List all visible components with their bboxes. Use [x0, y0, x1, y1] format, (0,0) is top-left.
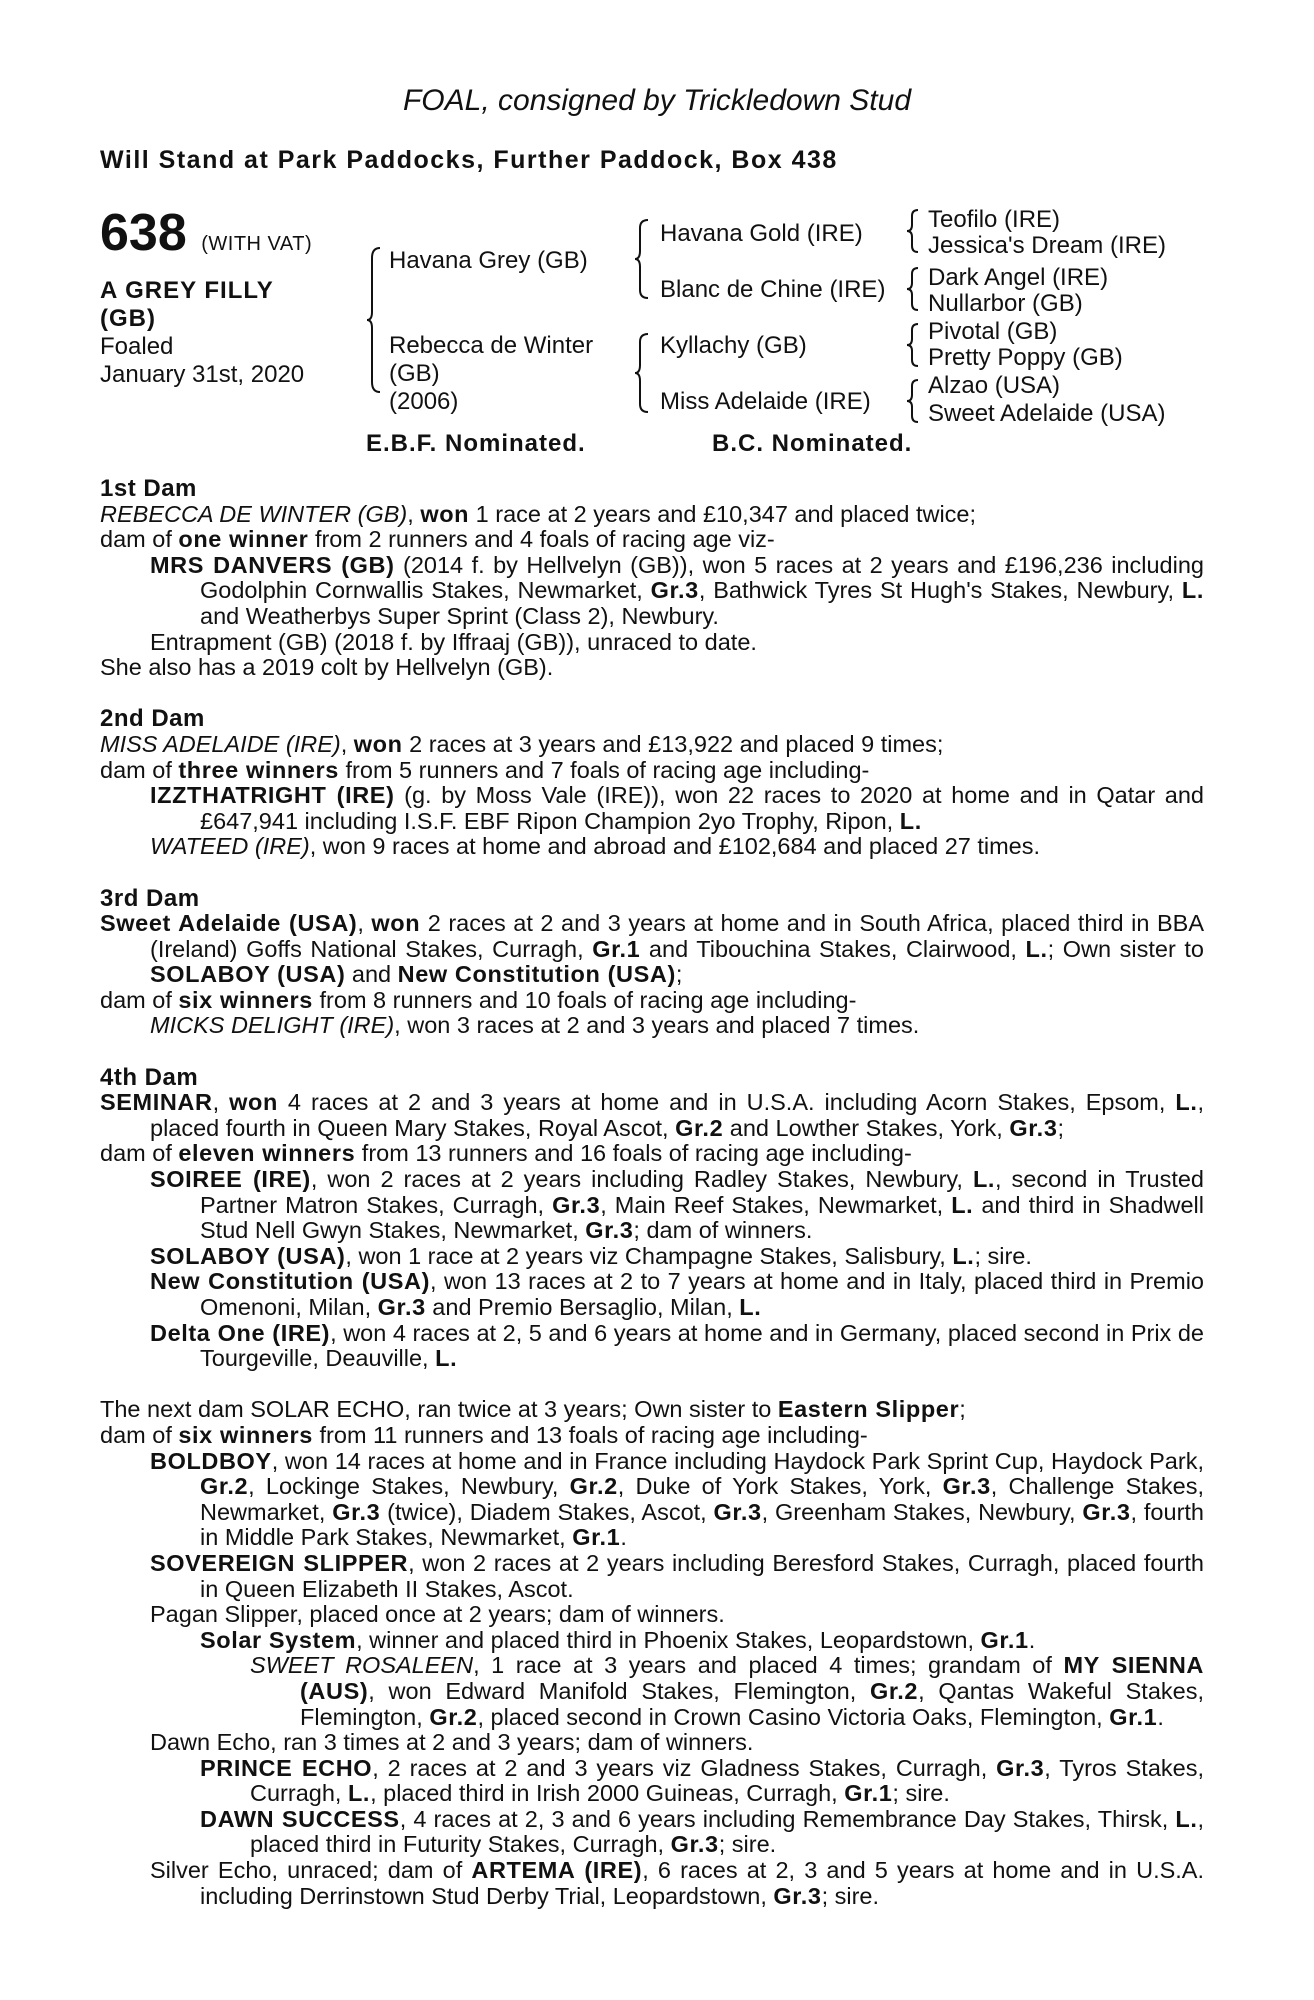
fourth-dam-line1: SEMINAR, won 4 races at 2 and 3 years at home and in U.S.A. including Acorn Stakes, Epsom, L., placed fourth in Queen Mary Stakes, Royal Ascot, Gr.2 and Lowther Stakes, York, Gr.3; [100, 1089, 1205, 1141]
progeny-entry: Pagan Slipper, placed once at 2 years; dam of winners. [150, 1601, 725, 1628]
consignor-heading: FOAL, consigned by Trickledown Stud [402, 84, 912, 117]
text: , won 9 races at home and abroad and £102,684 and placed 27 times. [309, 833, 1041, 860]
progeny-entry [100, 1551, 1204, 1602]
progeny-entry [100, 1167, 1204, 1244]
text: Silver Echo, unraced; dam of [150, 1857, 472, 1884]
sire-dam-brace [366, 246, 386, 394]
text: , won 13 races at 2 to 7 years at home and in Italy, placed third in Premio Omenoni, Milan, [200, 1268, 1204, 1320]
next-dam-line2 [100, 1423, 1204, 1449]
grade: Gr.1 [844, 1780, 893, 1807]
vat-note: (WITH VAT) [201, 233, 313, 255]
horse-name: SOLABOY (USA) [150, 961, 346, 988]
lot-number-line [100, 206, 340, 271]
horse-name: Solar System [200, 1626, 357, 1653]
text: dam of [100, 756, 179, 783]
winners-count: eleven winners [178, 1140, 356, 1167]
lot-info [100, 206, 340, 389]
text: , second in Trusted Partner Matron Stakes, Curragh, [200, 1166, 1205, 1218]
grade: Gr.3 [1082, 1498, 1131, 1525]
progeny-entry [100, 1269, 1204, 1320]
progeny-entry [100, 1756, 1204, 1807]
progeny-entry [100, 553, 1204, 630]
horse-name: ARTEMA (IRE) [471, 1857, 643, 1884]
horse-name: Eastern Slipper [777, 1396, 960, 1423]
grade: Gr.3 [377, 1294, 426, 1320]
pedigree-ddd: Sweet Adelaide (USA) [928, 400, 1166, 427]
progeny-entry [100, 1628, 1204, 1654]
text: , fourth in Middle Park Stakes, Newmarket, [200, 1498, 1204, 1551]
catalogue-body [100, 476, 1204, 1909]
text: . [1157, 1703, 1164, 1730]
text: and Lowther Stakes, York, [723, 1114, 1010, 1141]
text: 2 races at 3 years and £13,922 and placed 9 times; [402, 730, 944, 757]
winners-count: six winners [178, 986, 313, 1013]
text: , won 3 races at 2 and 3 years and placed 7 times. [394, 1012, 920, 1039]
text: from 2 runners and 4 foals of racing age viz- [308, 526, 775, 553]
horse-name: DAWN SUCCESS [200, 1805, 400, 1832]
text: . [1028, 1626, 1036, 1653]
text: ; [959, 1396, 966, 1423]
winners-count: six winners [178, 1421, 313, 1448]
text: , Bathwick Tyres St Hugh's Stakes, Newbury, [698, 577, 1182, 604]
listed: L. [1181, 577, 1204, 604]
text: , won 4 races at 2, 5 and 6 years at home and in Germany, placed second in Prix de Tourgeville, Deauville, [200, 1319, 1204, 1372]
progeny-entry [100, 1244, 1204, 1270]
ss-brace [906, 208, 922, 254]
listed: L. [347, 1780, 371, 1807]
text: 4 races at 2 and 3 years at home and in U.S.A. including Acorn Stakes, Epsom, [277, 1089, 1176, 1116]
progeny-note: She also has a 2019 colt by Hellvelyn (GB). [100, 654, 554, 681]
third-dam-line1: Sweet Adelaide (USA), won 2 races at 2 and 3 years at home and in South Africa, placed third in BBA (Ireland) Goffs National Stakes, Curragh, Gr.1 and Tibouchina Stakes, Clairwood, L.; Own sister to SOLABOY (USA) and New Constitution (USA); [100, 910, 1204, 988]
ds-brace [906, 322, 922, 368]
horse-name: BOLDBOY [150, 1447, 272, 1474]
text: , won 2 races at 2 years including Radley Stakes, Newbury, [310, 1166, 973, 1193]
text: ; sire. [718, 1831, 777, 1858]
progeny-entry [100, 1858, 1204, 1909]
fourth-dam-line2 [100, 1141, 1204, 1167]
progeny-entry [100, 1013, 1204, 1039]
fourth-dam-title: 4th Dam [100, 1063, 199, 1091]
horse-name: SOLABOY (USA) [150, 1242, 346, 1269]
foaled-label: Foaled [100, 333, 174, 360]
text: ; Own sister to [1047, 935, 1204, 962]
progeny-entry [100, 783, 1204, 834]
text: ; dam of winners. [633, 1217, 813, 1244]
won-label: won [229, 1089, 278, 1116]
text: . [620, 1524, 627, 1551]
winners-count: one winner [178, 526, 309, 553]
text: , Duke of York Stakes, York, [617, 1473, 943, 1500]
listed: L. [1175, 1805, 1198, 1832]
text: (2014 f. by Hellvelyn (GB)), won 5 races at 2 years and £196,236 including Godolphin Cornwallis Stakes, Newmarket, [200, 551, 1204, 604]
text: , Greenham Stakes, Newbury, [761, 1498, 1083, 1525]
text: , won 1 race at 2 years viz Champagne Stakes, Salisbury, [345, 1242, 953, 1269]
dam-name: REBECCA DE WINTER (GB) [100, 500, 408, 527]
pedigree-sd: Blanc de Chine (IRE) [660, 276, 886, 303]
text: dam of [100, 1140, 179, 1167]
listed: L. [435, 1345, 458, 1372]
text: ; sire. [892, 1780, 950, 1807]
dam-name: Sweet Adelaide (USA) [100, 910, 358, 937]
pedigree-dam-line3: (2006) [389, 388, 459, 415]
text: , Challenge Stakes, Newmarket, [200, 1473, 1204, 1525]
first-dam-line1: REBECCA DE WINTER (GB), won 1 race at 2 years and £10,347 and placed twice; [100, 500, 977, 527]
text: from 13 runners and 16 foals of racing age including- [355, 1140, 912, 1167]
second-dam-title: 2nd Dam [100, 705, 205, 733]
listed: L. [952, 1242, 975, 1269]
grade: Gr.2 [429, 1703, 478, 1730]
text: ; [1057, 1114, 1065, 1141]
grade: Gr.3 [942, 1473, 991, 1500]
text: 2 races at 2 and 3 years at home and in South Africa, placed third in BBA (Ireland) Goffs National Stakes, Curragh, [150, 910, 1204, 962]
text: , placed fourth in Queen Mary Stakes, Royal Ascot, [150, 1089, 1205, 1141]
ebf-nominated: E.B.F. Nominated. [366, 430, 586, 457]
text: dam of [100, 526, 179, 553]
pedigree-dam-line2: (GB) [389, 360, 440, 387]
text: , won 14 races at home and in France including Haydock Park Sprint Cup, Haydock Park, [271, 1447, 1204, 1474]
progeny-entry [100, 1653, 1204, 1730]
grade: Gr.2 [200, 1473, 249, 1500]
pedigree-sds: Dark Angel (IRE) [928, 264, 1109, 291]
sire-brace [634, 218, 654, 300]
first-dam-title: 1st Dam [100, 475, 197, 502]
listed: L. [1175, 1089, 1198, 1116]
text: and Tibouchina Stakes, Clairwood, [640, 935, 1026, 962]
second-dam-line2 [100, 758, 1204, 784]
text: and Weatherbys Super Sprint (Class 2), Newbury. [200, 602, 719, 629]
horse-name: SOVEREIGN SLIPPER [150, 1549, 409, 1576]
won-label: won [371, 910, 421, 937]
text: dam of [100, 1421, 179, 1448]
pedigree-dd: Miss Adelaide (IRE) [660, 388, 871, 415]
text: , Lockinge Stakes, Newbury, [248, 1473, 570, 1500]
text: from 11 runners and 13 foals of racing age including- [312, 1421, 868, 1448]
pedigree-sdd: Nullarbor (GB) [928, 290, 1083, 317]
grade: Gr.2 [675, 1114, 724, 1141]
text: , Main Reef Stakes, Newmarket, [600, 1191, 952, 1218]
text: , placed third in Futurity Stakes, Curragh, [250, 1805, 1204, 1858]
first-dam-line2 [100, 527, 1204, 553]
lot-sex-line1: A GREY FILLY [100, 277, 274, 304]
text: (twice), Diadem Stakes, Ascot, [380, 1498, 714, 1525]
horse-name: IZZTHATRIGHT (IRE) [150, 782, 395, 809]
horse-name: MY SIENNA (AUS) [300, 1652, 1204, 1704]
grade: Gr.2 [869, 1677, 919, 1704]
horse-name: New Constitution (USA) [150, 1268, 431, 1295]
lot-number: 638 [100, 204, 187, 262]
text: from 8 runners and 10 foals of racing age including- [312, 986, 857, 1013]
listed: L. [972, 1166, 996, 1193]
progeny-entry [100, 1449, 1204, 1551]
lot-sex-line2: (GB) [100, 305, 156, 332]
progeny-entry [100, 1321, 1204, 1372]
stand-location: Will Stand at Park Paddocks, Further Paddock, Box 438 [100, 146, 838, 174]
progeny-entry [100, 834, 1204, 860]
text: , Qantas Wakeful Stakes, Flemington, [300, 1677, 1204, 1730]
grade: Gr.3 [1009, 1114, 1058, 1141]
third-dam-line2 [100, 988, 1204, 1014]
progeny-entry: Dawn Echo, ran 3 times at 2 and 3 years; dam of winners. [150, 1729, 754, 1756]
text: ; sire. [821, 1882, 880, 1909]
won-label: won [353, 730, 403, 757]
pedigree-ssd: Jessica's Dream (IRE) [928, 232, 1166, 259]
pedigree-dds: Alzao (USA) [928, 372, 1061, 399]
text: , won 2 races at 2 years including Beresford Stakes, Curragh, placed fourth in Queen Elizabeth II Stakes, Ascot. [200, 1549, 1204, 1602]
listed: L. [1025, 935, 1048, 962]
grade: Gr.1 [1109, 1703, 1158, 1730]
progeny-entry [100, 630, 1204, 656]
dd-brace [906, 378, 922, 424]
grade: Gr.3 [773, 1882, 822, 1909]
grade: Gr.3 [585, 1217, 634, 1244]
third-dam-title: 3rd Dam [100, 884, 200, 912]
grade: Gr.3 [996, 1754, 1045, 1781]
grade: Gr.3 [650, 577, 699, 604]
won-label: won [420, 500, 470, 527]
grade: Gr.1 [572, 1524, 621, 1551]
horse-name: SOIREE (IRE) [150, 1166, 311, 1193]
horse-name: WATEED (IRE) [150, 833, 310, 860]
pedigree-dss: Pivotal (GB) [928, 318, 1058, 345]
progeny-entry [100, 1807, 1204, 1858]
text: from 5 runners and 7 foals of racing age including- [338, 756, 870, 783]
winners-count: three winners [178, 756, 339, 783]
grade: Gr.3 [670, 1831, 719, 1858]
text: dam of [100, 986, 179, 1013]
next-dam-line1 [100, 1397, 1204, 1423]
listed: L. [899, 807, 922, 834]
pedigree-dam-line1: Rebecca de Winter [389, 332, 594, 359]
pedigree-sire: Havana Grey (GB) [389, 247, 588, 274]
text: and third in Shadwell Stud Nell Gwyn Stakes, Newmarket, [200, 1191, 1204, 1244]
text: Entrapment (GB) (2018 f. by Iffraaj (GB)), unraced to date. [150, 628, 757, 655]
text: , 6 races at 2, 3 and 5 years at home and in U.S.A. including Derrinstown Stud Derby Trial, Leopardstown, [200, 1857, 1205, 1909]
text: The next dam SOLAR ECHO, ran twice at 3 years; Own sister to [100, 1396, 778, 1423]
pedigree-ds: Kyllachy (GB) [660, 332, 807, 359]
grade: Gr.3 [332, 1498, 381, 1525]
grade: Gr.1 [980, 1626, 1029, 1653]
grade: Gr.1 [592, 935, 641, 962]
dam-name: SEMINAR [100, 1089, 213, 1116]
pedigree-sss: Teofilo (IRE) [928, 206, 1061, 233]
pedigree-ss: Havana Gold (IRE) [660, 220, 863, 247]
text: , placed third in Irish 2000 Guineas, Curragh, [370, 1780, 845, 1807]
text: 1 race at 2 years and £10,347 and placed twice; [469, 500, 977, 527]
text: (g. by Moss Vale (IRE)), won 22 races to 2020 at home and in Qatar and £647,941 including I.S.F. EBF Ripon Champion 2yo Trophy, Ripon, [200, 782, 1205, 834]
grade: Gr.3 [713, 1498, 762, 1525]
horse-name: New Constitution (USA) [397, 961, 676, 988]
text: ; [675, 961, 683, 988]
horse-name: MRS DANVERS (GB) [150, 551, 395, 578]
text: ; sire. [974, 1242, 1032, 1269]
text: , placed second in Crown Casino Victoria Oaks, Flemington, [477, 1703, 1110, 1730]
text: and Premio Bersaglio, Milan, [425, 1294, 740, 1320]
foaled-date: January 31st, 2020 [100, 361, 305, 388]
second-dam-line1: MISS ADELAIDE (IRE), won 2 races at 3 years and £13,922 and placed 9 times; [100, 730, 944, 757]
sd-brace [906, 266, 922, 312]
horse-name: SWEET ROSALEEN [250, 1652, 474, 1679]
text: , 4 races at 2, 3 and 6 years including Remembrance Day Stakes, Thirsk, [399, 1805, 1176, 1832]
text: , won Edward Manifold Stakes, Flemington, [368, 1677, 870, 1704]
grade: Gr.2 [569, 1473, 618, 1500]
listed: L. [739, 1294, 762, 1320]
text: , 1 race at 3 years and placed 4 times; grandam of [473, 1652, 1064, 1679]
pedigree-dsd: Pretty Poppy (GB) [928, 344, 1123, 371]
text: , winner and placed third in Phoenix Stakes, Leopardstown, [356, 1626, 981, 1653]
text: , 2 races at 2 and 3 years viz Gladness Stakes, Curragh, [372, 1754, 997, 1781]
text: and [345, 961, 398, 988]
listed: L. [951, 1191, 974, 1218]
horse-name: Delta One (IRE) [150, 1319, 331, 1346]
bc-nominated: B.C. Nominated. [712, 430, 913, 457]
text: , Tyros Stakes, Curragh, [250, 1754, 1204, 1807]
horse-name: MICKS DELIGHT (IRE) [150, 1012, 395, 1039]
grade: Gr.3 [552, 1191, 601, 1218]
dam-brace [634, 332, 654, 414]
horse-name: PRINCE ECHO [200, 1754, 373, 1781]
dam-name: MISS ADELAIDE (IRE) [100, 730, 341, 757]
